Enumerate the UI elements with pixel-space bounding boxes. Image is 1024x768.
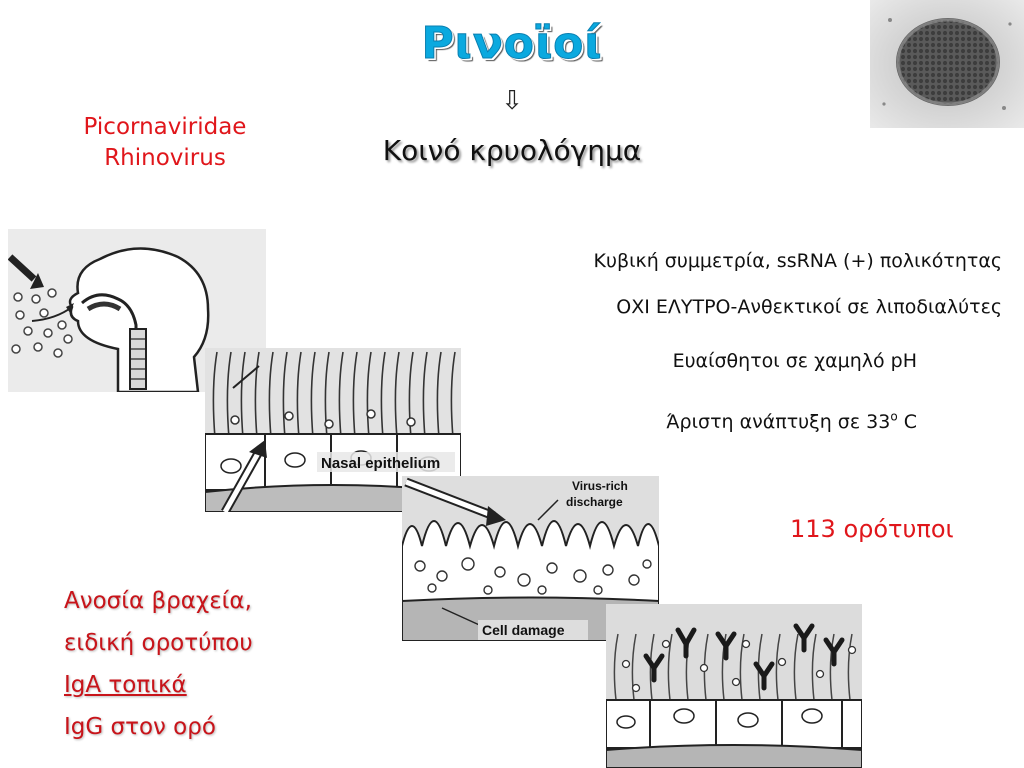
taxonomy-block [40,112,290,174]
down-arrow-icon: ⇩ [501,86,523,116]
genus-name: Rhinovirus [104,145,226,171]
property-envelope: ΟΧΙ ΕΛΥΤΡΟ-Ανθεκτικοί σε λιποδιαλύτες [616,296,1002,318]
property-symmetry: Κυβική συμμετρία, ssRNA (+) πολικότητας [593,250,1002,272]
slide-subtitle: Κοινό κρυολόγημα [382,134,642,167]
virus-rich-label: Virus-rich [572,479,628,493]
virus-micrograph [870,0,1024,128]
slide-title: Ρινοϊοί [421,18,603,69]
family-name: Picornaviridae [83,114,247,140]
immunity-block [64,580,253,748]
serotype-count: 113 ορότυποι [790,515,954,543]
discharge-label: discharge [566,495,623,509]
nasal-epithelium-label: Nasal epithelium [321,455,441,472]
property-temperature-text: Άριστη ανάπτυξη σε $33^o$ C [666,410,917,434]
property-temperature [666,410,917,433]
immunity-line-4: IgG στον ορό [64,714,216,740]
cell-damage-label: Cell damage [482,622,565,638]
immunity-line-1: Ανοσία βραχεία, [64,588,252,614]
property-ph: Ευαίσθητοι σε χαμηλό pH [672,350,917,372]
immunity-line-2: ειδική οροτύπου [64,630,253,656]
figure-antibodies [606,604,862,768]
immunity-line-3: IgA τοπικά [64,672,187,698]
